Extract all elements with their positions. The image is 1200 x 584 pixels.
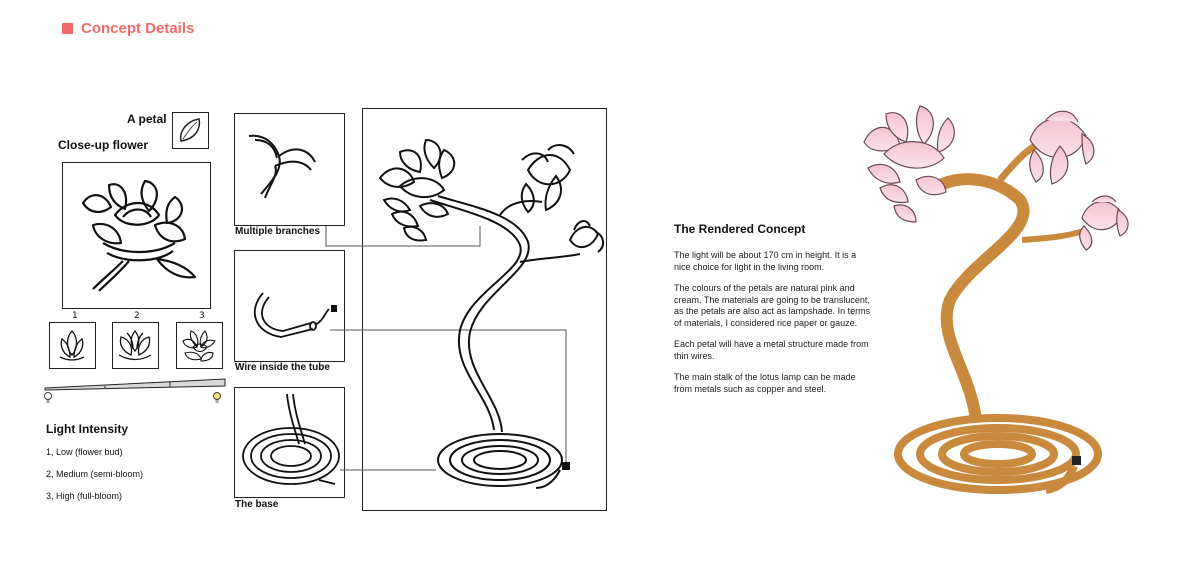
petal-label: A petal — [127, 112, 167, 126]
base-label: The base — [235, 499, 279, 510]
stage-number-1: 1 — [72, 311, 78, 321]
rendered-paragraph-4: The main stalk of the lotus lamp can be made from metals such as copper and steel. — [674, 372, 856, 394]
rendered-lamp-illustration — [850, 90, 1150, 520]
rendered-description — [674, 250, 874, 405]
rendered-paragraph-2: The colours of the petals are natural pink and cream. The materials are going to be translucent, as the petals are also act as lampshade. In terms of materials, I considered rice paper or gauze. — [674, 283, 871, 328]
page-title: Concept Details — [81, 20, 195, 37]
stage-number-3: 3 — [199, 311, 205, 321]
rendered-title: The Rendered Concept — [674, 222, 806, 236]
stage-number-2: 2 — [134, 311, 140, 321]
intensity-level-1: 1, Low (flower bud) — [46, 447, 123, 457]
intensity-title: Light Intensity — [46, 422, 128, 436]
plug-icon — [562, 462, 570, 470]
rendered-paragraph-3: Each petal will have a metal structure made from thin wires. — [674, 339, 869, 361]
branches-label: Multiple branches — [235, 226, 321, 237]
wire-label: Wire inside the tube — [235, 362, 330, 373]
plug-icon — [1072, 456, 1081, 465]
intensity-level-3: 3, High (full-bloom) — [46, 491, 123, 501]
intensity-level-2: 2, Medium (semi-bloom) — [46, 469, 144, 479]
closeup-label: Close-up flower — [58, 138, 149, 152]
rendered-paragraph-1: The light will be about 170 cm in height. It is a nice choice for light in the living room. — [674, 250, 857, 272]
